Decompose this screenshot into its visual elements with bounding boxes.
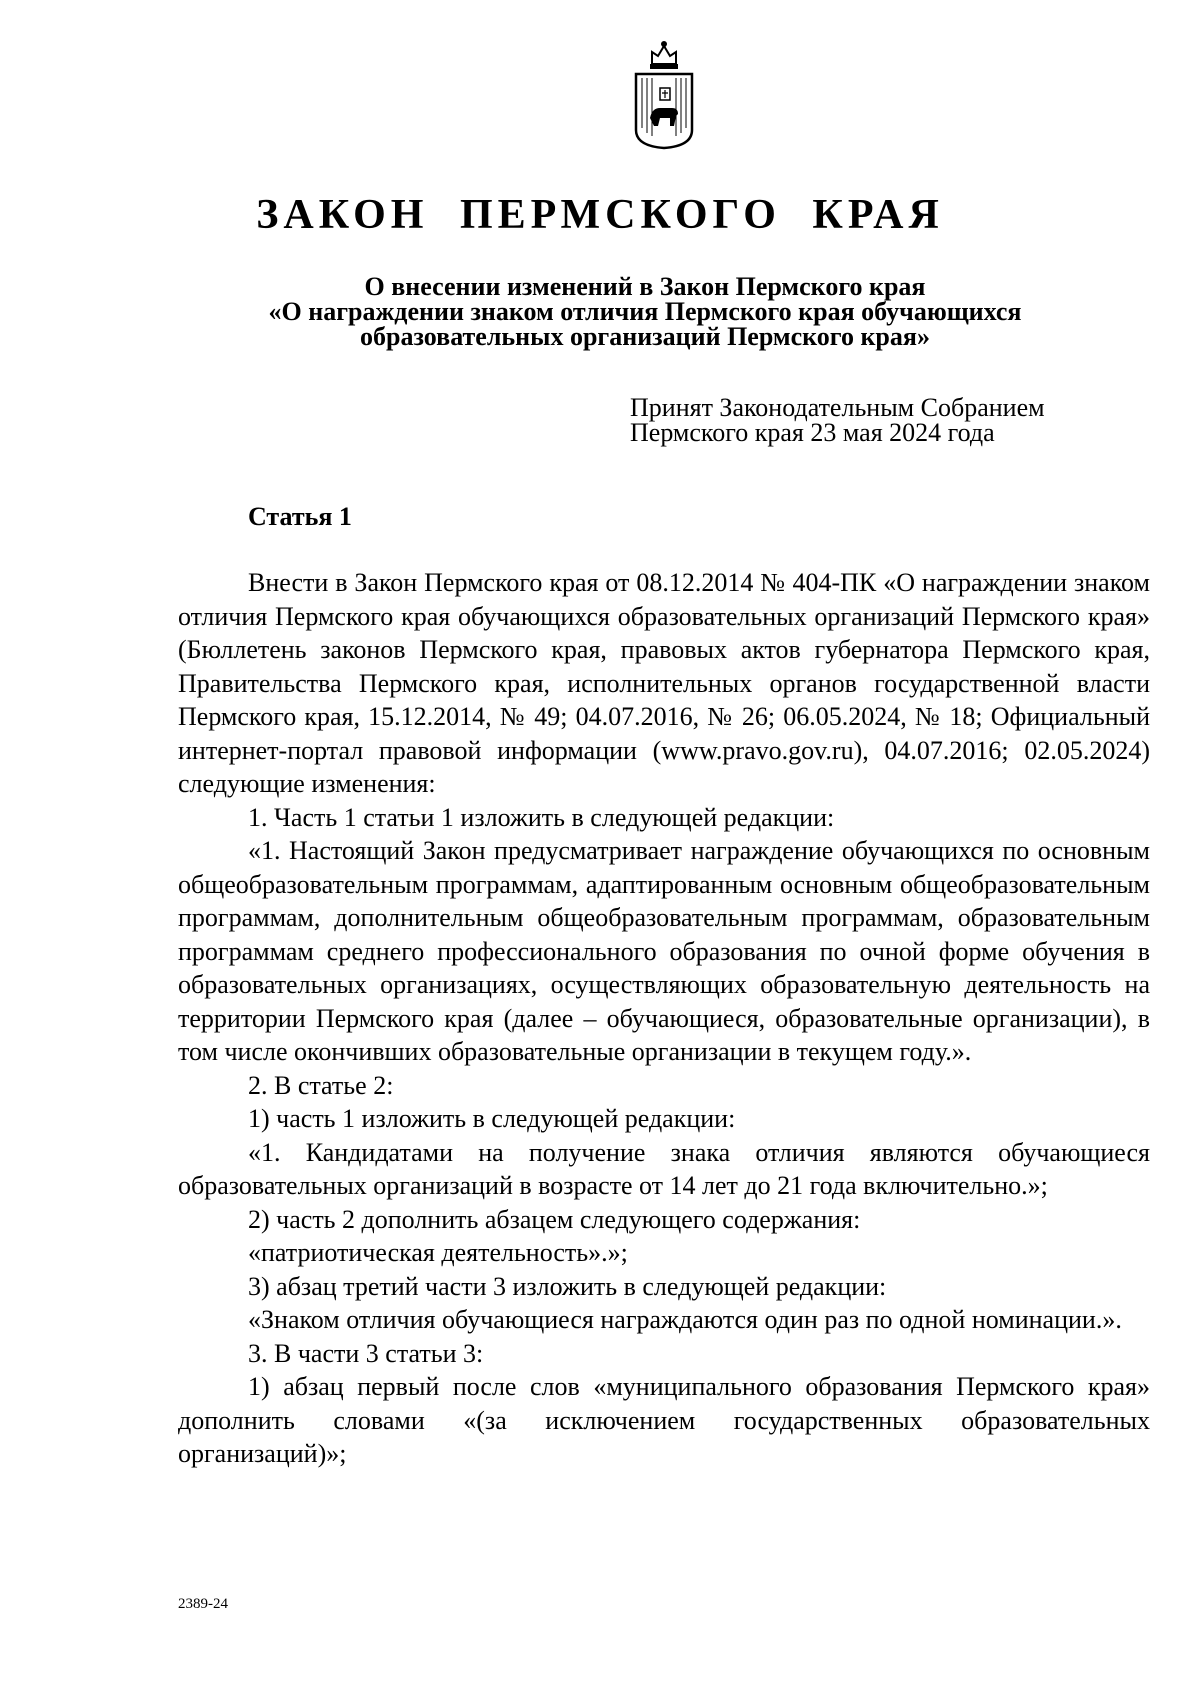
paragraph: 3) абзац третий части 3 изложить в следующей редакции: [248, 1271, 887, 1301]
subtitle-line-2: «О награждении знаком отличия Пермского края обучающихся [268, 297, 1022, 326]
paragraph: 1. Часть 1 статьи 1 изложить в следующей редакции: [248, 802, 835, 832]
paragraph: «1. Настоящий Закон предусматривает награждение обучающихся по основным общеобразовательным программам, адаптированным основным общеобразовательным программам, дополнительным общеобразовательным программам, образовательным программам среднего профессионального образования по очной форме обучения в образовательных организациях, осуществляющих образовательную деятельность на территории Пермского края (далее – обучающиеся, образовательные организации), в том числе окончивших образовательные организации в текущем году.». [178, 836, 1150, 1066]
paragraph: 2. В статье 2: [248, 1070, 394, 1100]
article-body [178, 566, 1150, 1471]
adoption-note [630, 395, 1045, 445]
paragraph: 2) часть 2 дополнить абзацем следующего содержания: [248, 1204, 861, 1234]
paragraph: «Знаком отличия обучающиеся награждаются один раз по одной номинации.». [248, 1305, 1122, 1334]
law-title: ЗАКОН ПЕРМСКОГО КРАЯ [256, 192, 944, 238]
paragraph: 1) часть 1 изложить в следующей редакции: [248, 1104, 736, 1133]
paragraph: 1) абзац первый после слов «муниципального образования Пермского края» дополнить словами «(за исключением государственных образовательных организаций)»; [178, 1372, 1150, 1468]
paragraph: «патриотическая деятельность».»; [248, 1238, 628, 1267]
paragraph: Внести в Закон Пермского края от 08.12.2014 № 404-ПК «О награждении знаком отличия Пермского края обучающихся образовательных организаций Пермского края» (Бюллетень законов Пермского края, правовых актов губернатора Пермского края, Правительства Пермского края, исполнительных органов государственной власти Пермского края, 15.12.2014, № 49; 04.07.2016, № 26; 06.05.2024, № 18; Официальный интернет-портал правовой информации (www.pravo.gov.ru), 04.07.2016; 02.05.2024) следующие изменения: [178, 568, 1150, 798]
subtitle-line-1: О внесении изменений в Закон Пермского края [364, 272, 926, 301]
adoption-line-2: Пермского края 23 мая 2024 года [630, 418, 995, 447]
adoption-line-1: Принят Законодательным Собранием [630, 393, 1045, 422]
coat-of-arms-icon [630, 38, 698, 150]
subtitle-line-3: образовательных организаций Пермского края» [360, 322, 930, 351]
document-code: 2389-24 [178, 1596, 228, 1612]
law-subtitle [180, 274, 1110, 349]
paragraph: 3. В части 3 статьи 3: [248, 1338, 484, 1368]
article-heading: Статья 1 [248, 502, 352, 531]
paragraph: «1. Кандидатами на получение знака отличия являются обучающиеся образовательных организаций в возрасте от 14 лет до 21 года включительно.»; [178, 1137, 1150, 1200]
